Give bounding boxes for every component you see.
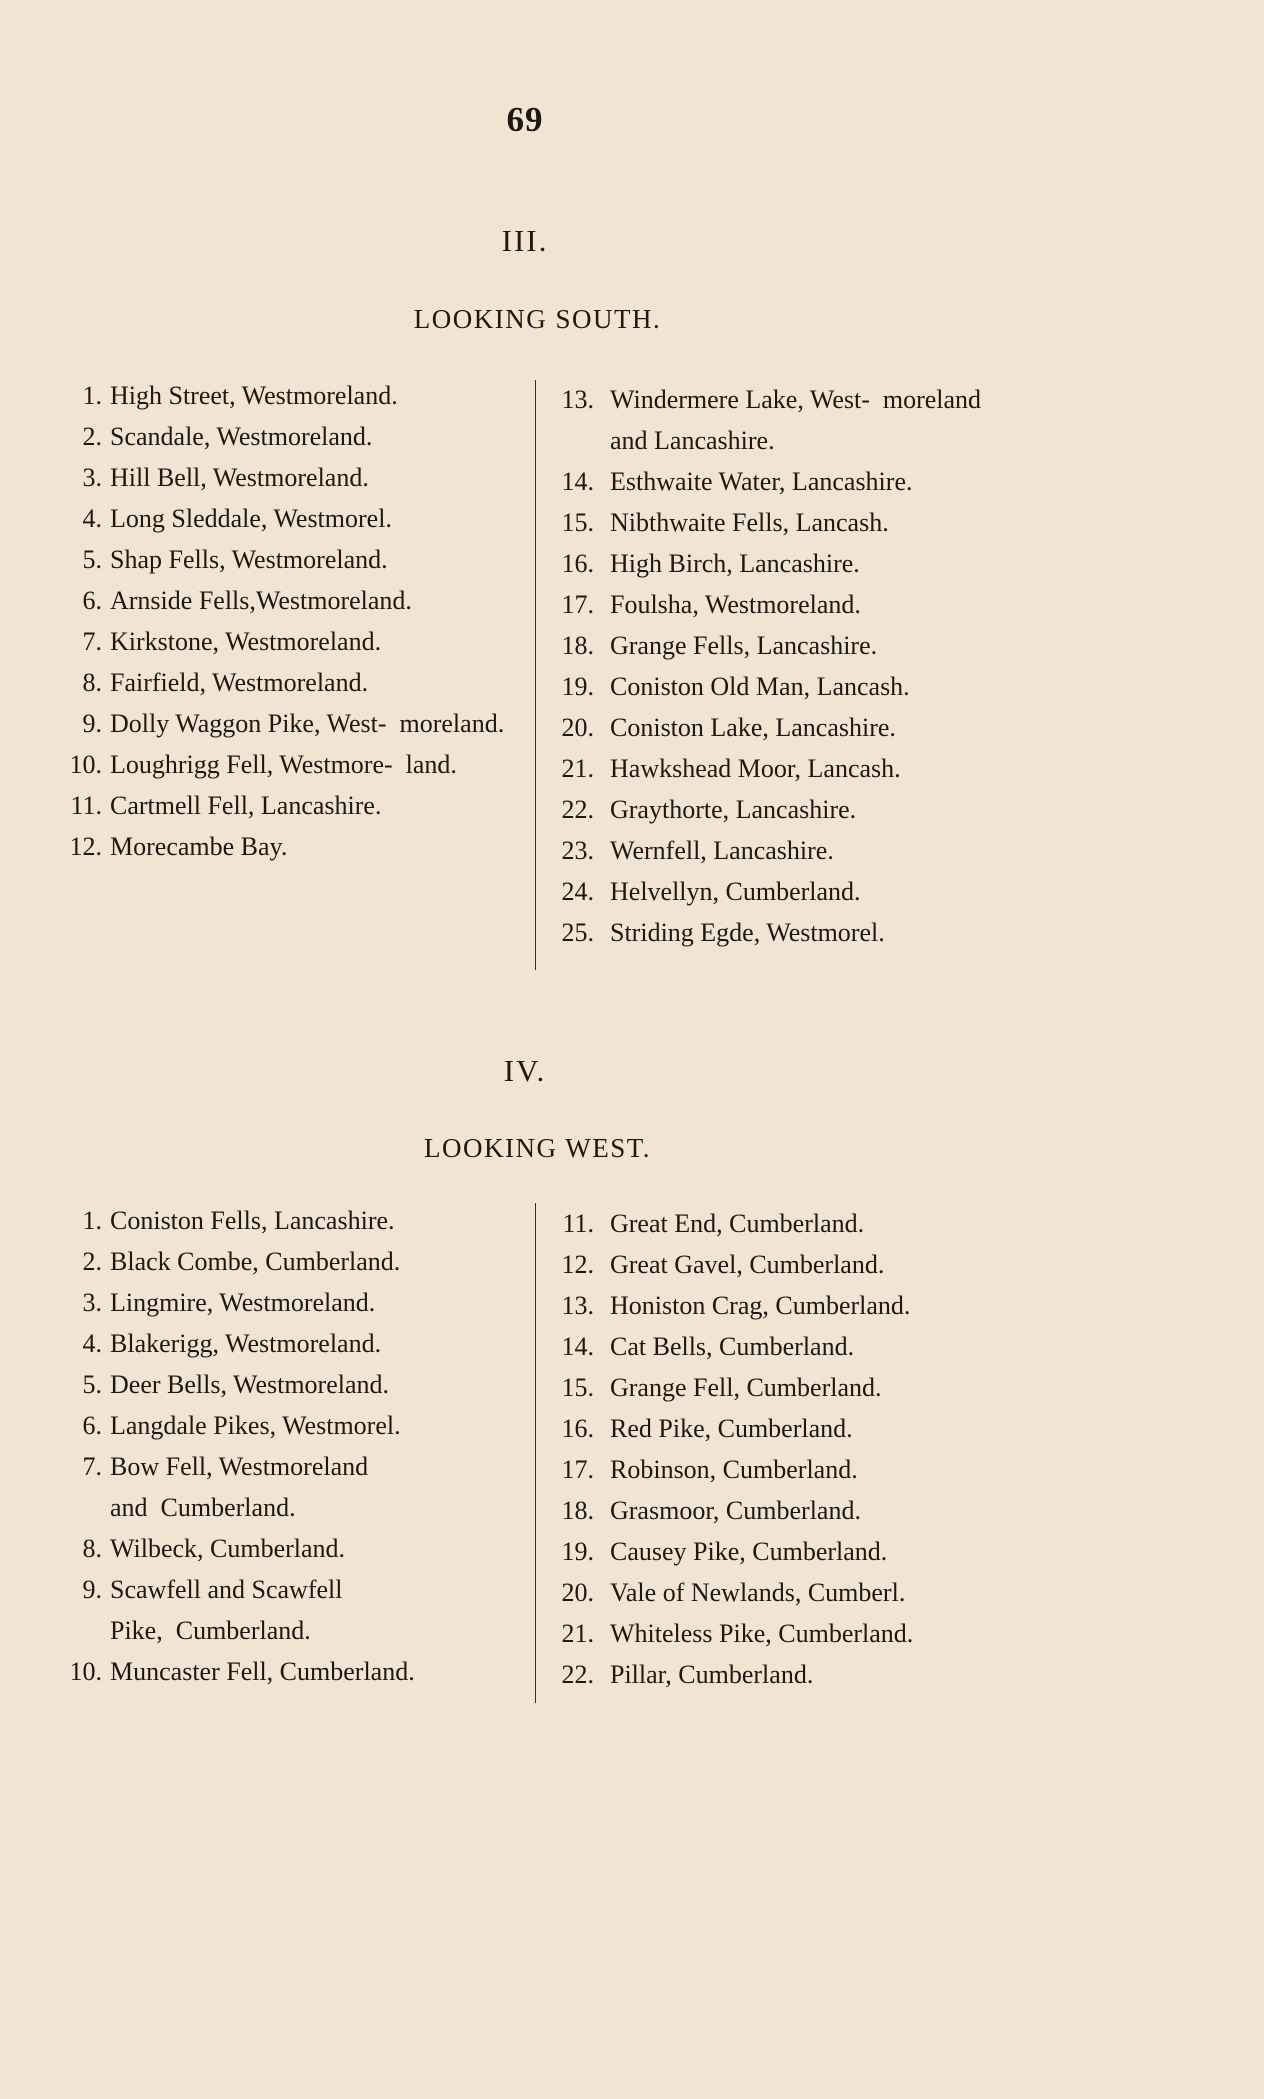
list-item xyxy=(60,785,530,826)
list-item xyxy=(60,1651,530,1692)
column-divider xyxy=(535,1203,536,1703)
item-text: Deer Bells, Westmoreland. xyxy=(110,1370,390,1399)
item-number: 3. xyxy=(82,463,102,492)
item-text: Great End, Cumberland. xyxy=(610,1209,865,1238)
item-text: Long Sleddale, Westmorel. xyxy=(110,504,392,533)
list-item xyxy=(550,1531,1020,1572)
item-text: Langdale Pikes, Westmorel. xyxy=(110,1411,401,1440)
list-item xyxy=(60,539,530,580)
item-number: 5. xyxy=(82,1370,102,1399)
item-number: 1. xyxy=(82,381,102,410)
list-item xyxy=(60,1405,530,1446)
list-item xyxy=(60,1282,530,1323)
item-text: Blakerigg, Westmoreland. xyxy=(110,1329,382,1358)
list-item xyxy=(60,1446,530,1528)
item-text: Scawfell and Scawfell Pike, Cumberland. xyxy=(110,1575,343,1645)
list-item xyxy=(60,498,530,539)
item-text: Black Combe, Cumberland. xyxy=(110,1247,401,1276)
item-number: 13. xyxy=(561,1291,594,1320)
list-item xyxy=(550,748,1020,789)
item-text: Loughrigg Fell, Westmore- land. xyxy=(110,750,457,779)
list-item xyxy=(60,580,530,621)
item-number: 8. xyxy=(82,1534,102,1563)
item-number: 4. xyxy=(82,1329,102,1358)
item-number: 11. xyxy=(562,1209,594,1238)
item-number: 11. xyxy=(70,791,102,820)
item-text: Red Pike, Cumberland. xyxy=(610,1414,853,1443)
item-text: Fairfield, Westmoreland. xyxy=(110,668,369,697)
item-number: 21. xyxy=(561,1619,594,1648)
list-item xyxy=(60,1323,530,1364)
item-text: Honiston Crag, Cumberland. xyxy=(610,1291,911,1320)
item-text: Coniston Old Man, Lancash. xyxy=(610,672,910,701)
list-item xyxy=(550,1244,1020,1285)
item-number: 9. xyxy=(82,1575,102,1604)
list-item xyxy=(550,1654,1020,1695)
item-text: Coniston Lake, Lancashire. xyxy=(610,713,896,742)
item-number: 12. xyxy=(561,1250,594,1279)
item-number: 15. xyxy=(561,1373,594,1402)
item-number: 16. xyxy=(561,549,594,578)
item-number: 25. xyxy=(561,918,594,947)
item-number: 17. xyxy=(561,590,594,619)
item-text: Lingmire, Westmoreland. xyxy=(110,1288,376,1317)
item-number: 13. xyxy=(561,385,594,414)
item-text: Scandale, Westmoreland. xyxy=(110,422,373,451)
list-item xyxy=(550,543,1020,584)
list-item xyxy=(550,1572,1020,1613)
item-number: 23. xyxy=(561,836,594,865)
list-item xyxy=(60,662,530,703)
item-number: 2. xyxy=(82,422,102,451)
list-item xyxy=(550,379,1020,461)
item-text: Striding Egde, Westmorel. xyxy=(610,918,885,947)
item-text: Bow Fell, Westmoreland and Cumberland. xyxy=(110,1452,369,1522)
item-number: 20. xyxy=(561,1578,594,1607)
list-item xyxy=(550,1408,1020,1449)
list-item xyxy=(550,625,1020,666)
item-text: Kirkstone, Westmoreland. xyxy=(110,627,382,656)
section-heading: LOOKING SOUTH. xyxy=(413,304,662,334)
item-number: 4. xyxy=(82,504,102,533)
list-left-column xyxy=(60,375,530,867)
item-number: 18. xyxy=(561,1496,594,1525)
item-text: Windermere Lake, West- moreland and Lancashire. xyxy=(610,385,982,455)
item-text: Robinson, Cumberland. xyxy=(610,1455,858,1484)
section-numeral: III. xyxy=(501,223,549,258)
item-text: Dolly Waggon Pike, West- moreland. xyxy=(110,709,505,738)
list-item xyxy=(550,789,1020,830)
item-text: Causey Pike, Cumberland. xyxy=(610,1537,888,1566)
list-item xyxy=(60,621,530,662)
list-right-column xyxy=(550,1203,1020,1695)
item-text: Vale of Newlands, Cumberl. xyxy=(610,1578,906,1607)
item-number: 18. xyxy=(561,631,594,660)
item-number: 22. xyxy=(561,795,594,824)
item-number: 7. xyxy=(82,627,102,656)
item-number: 15. xyxy=(561,508,594,537)
item-text: Hill Bell, Westmoreland. xyxy=(110,463,369,492)
list-item xyxy=(60,703,530,744)
item-number: 8. xyxy=(82,668,102,697)
item-text: Pillar, Cumberland. xyxy=(610,1660,814,1689)
list-item xyxy=(550,871,1020,912)
item-number: 12. xyxy=(69,832,102,861)
item-text: Grange Fells, Lancashire. xyxy=(610,631,878,660)
list-item xyxy=(60,416,530,457)
section-numeral: IV. xyxy=(503,1053,547,1088)
item-text: Hawkshead Moor, Lancash. xyxy=(610,754,901,783)
item-number: 21. xyxy=(561,754,594,783)
list-item xyxy=(60,1200,530,1241)
list-item xyxy=(550,830,1020,871)
item-number: 6. xyxy=(82,1411,102,1440)
list-item xyxy=(60,375,530,416)
item-text: Wernfell, Lancashire. xyxy=(610,836,834,865)
item-text: Arnside Fells,Westmoreland. xyxy=(110,586,412,615)
list-item xyxy=(550,461,1020,502)
list-item xyxy=(550,666,1020,707)
item-text: Shap Fells, Westmoreland. xyxy=(110,545,388,574)
list-item xyxy=(550,1285,1020,1326)
item-text: Cartmell Fell, Lancashire. xyxy=(110,791,382,820)
item-text: Morecambe Bay. xyxy=(110,832,288,861)
list-item xyxy=(60,826,530,867)
list-item xyxy=(60,457,530,498)
item-text: Grange Fell, Cumberland. xyxy=(610,1373,882,1402)
list-item xyxy=(60,1241,530,1282)
list-left-column xyxy=(60,1200,530,1692)
list-item xyxy=(550,912,1020,953)
item-number: 22. xyxy=(561,1660,594,1689)
item-number: 14. xyxy=(561,1332,594,1361)
item-number: 10. xyxy=(69,1657,102,1686)
list-item xyxy=(550,1203,1020,1244)
list-item xyxy=(60,1569,530,1651)
item-text: Cat Bells, Cumberland. xyxy=(610,1332,855,1361)
list-item xyxy=(60,744,530,785)
item-number: 1. xyxy=(82,1206,102,1235)
list-item xyxy=(60,1364,530,1405)
list-item xyxy=(550,502,1020,543)
item-number: 9. xyxy=(82,709,102,738)
item-text: Esthwaite Water, Lancashire. xyxy=(610,467,913,496)
list-item xyxy=(550,584,1020,625)
item-number: 5. xyxy=(82,545,102,574)
item-number: 7. xyxy=(82,1452,102,1481)
item-text: Muncaster Fell, Cumberland. xyxy=(110,1657,415,1686)
item-number: 2. xyxy=(82,1247,102,1276)
item-text: High Street, Westmoreland. xyxy=(110,381,398,410)
item-number: 19. xyxy=(561,672,594,701)
item-number: 24. xyxy=(561,877,594,906)
column-divider xyxy=(535,380,536,970)
item-text: Coniston Fells, Lancashire. xyxy=(110,1206,395,1235)
item-text: Great Gavel, Cumberland. xyxy=(610,1250,885,1279)
page-number: 69 xyxy=(506,100,544,139)
section-heading: LOOKING WEST. xyxy=(424,1133,651,1163)
list-item xyxy=(550,1449,1020,1490)
item-text: High Birch, Lancashire. xyxy=(610,549,860,578)
item-number: 20. xyxy=(561,713,594,742)
item-number: 14. xyxy=(561,467,594,496)
item-text: Graythorte, Lancashire. xyxy=(610,795,857,824)
list-right-column xyxy=(550,379,1020,953)
item-number: 16. xyxy=(561,1414,594,1443)
item-text: Wilbeck, Cumberland. xyxy=(110,1534,346,1563)
item-text: Helvellyn, Cumberland. xyxy=(610,877,861,906)
item-text: Grasmoor, Cumberland. xyxy=(610,1496,861,1525)
list-item xyxy=(550,1367,1020,1408)
item-number: 6. xyxy=(82,586,102,615)
item-text: Foulsha, Westmoreland. xyxy=(610,590,861,619)
list-item xyxy=(550,1613,1020,1654)
list-item xyxy=(550,1326,1020,1367)
item-number: 3. xyxy=(82,1288,102,1317)
item-text: Nibthwaite Fells, Lancash. xyxy=(610,508,889,537)
item-text: Whiteless Pike, Cumberland. xyxy=(610,1619,914,1648)
list-item xyxy=(550,1490,1020,1531)
list-item xyxy=(550,707,1020,748)
item-number: 17. xyxy=(561,1455,594,1484)
item-number: 10. xyxy=(69,750,102,779)
list-item xyxy=(60,1528,530,1569)
item-number: 19. xyxy=(561,1537,594,1566)
